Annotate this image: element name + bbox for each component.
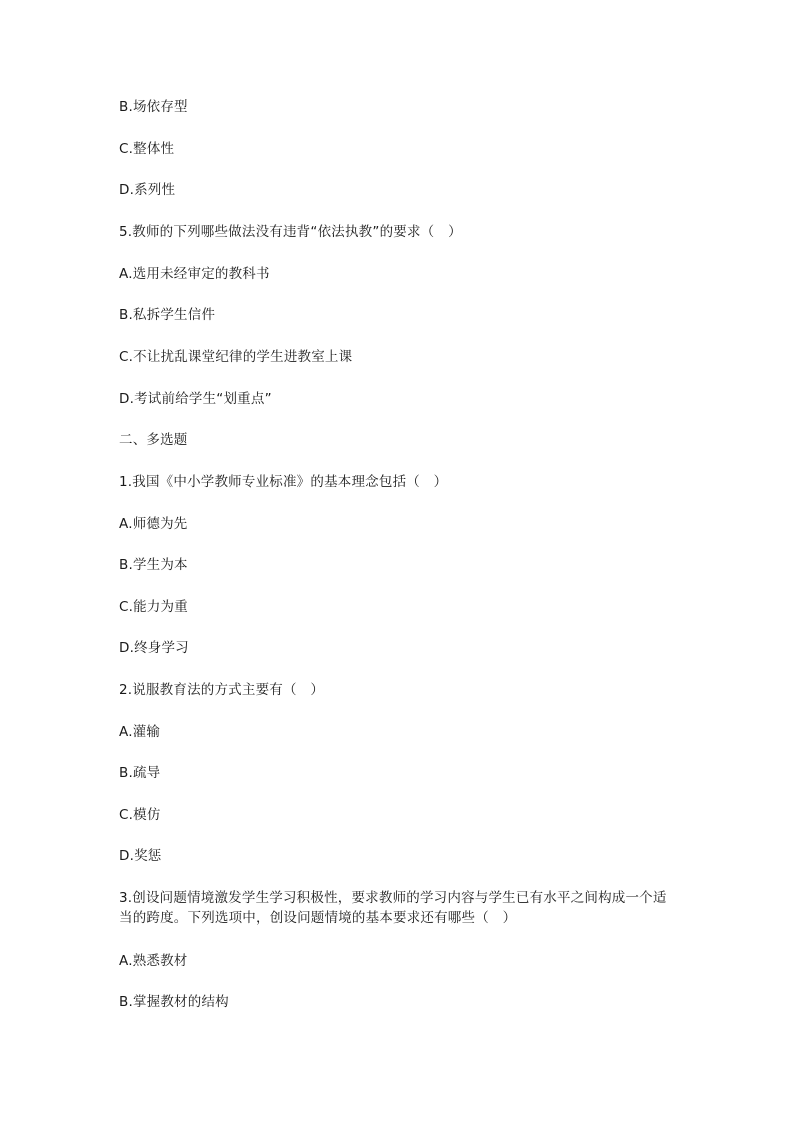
mq2-option-d: D.奖惩 bbox=[119, 848, 162, 864]
mq1-option-d: D.终身学习 bbox=[119, 640, 189, 656]
question-5: 5.教师的下列哪些做法没有违背“依法执教”的要求（ ） bbox=[119, 224, 462, 240]
mq3-option-b: B.掌握教材的结构 bbox=[119, 994, 229, 1010]
mq2-option-a: A.灌输 bbox=[119, 724, 161, 740]
mq1-option-b: B.学生为本 bbox=[119, 557, 188, 573]
q5-option-b: B.私拆学生信件 bbox=[119, 307, 216, 323]
multi-question-2: 2.说服教育法的方式主要有（ ） bbox=[119, 682, 325, 698]
mq1-option-a: A.师德为先 bbox=[119, 516, 188, 532]
mq2-option-b: B.疏导 bbox=[119, 765, 161, 781]
mq3-option-a: A.熟悉教材 bbox=[119, 953, 188, 969]
multi-question-3: 3.创设问题情境激发学生学习积极性，要求教师的学习内容与学生已有水平之间构成一个适当的跨度。下列选项中，创设问题情境的基本要求还有哪些（ ） bbox=[119, 890, 667, 926]
option-c-holistic: C.整体性 bbox=[119, 141, 175, 157]
mq1-option-c: C.能力为重 bbox=[119, 599, 188, 615]
option-d-serial: D.系列性 bbox=[119, 182, 176, 198]
q5-option-c: C.不让扰乱课堂纪律的学生进教室上课 bbox=[119, 349, 353, 365]
section-heading-multiple-choice: 二、多选题 bbox=[119, 432, 188, 448]
q5-option-a: A.选用未经审定的教科书 bbox=[119, 266, 270, 282]
mq2-option-c: C.模仿 bbox=[119, 807, 161, 823]
option-b-field-dependent: B.场依存型 bbox=[119, 99, 188, 115]
q5-option-d: D.考试前给学生“划重点” bbox=[119, 391, 272, 407]
multi-question-1: 1.我国《中小学教师专业标准》的基本理念包括（ ） bbox=[119, 474, 448, 490]
